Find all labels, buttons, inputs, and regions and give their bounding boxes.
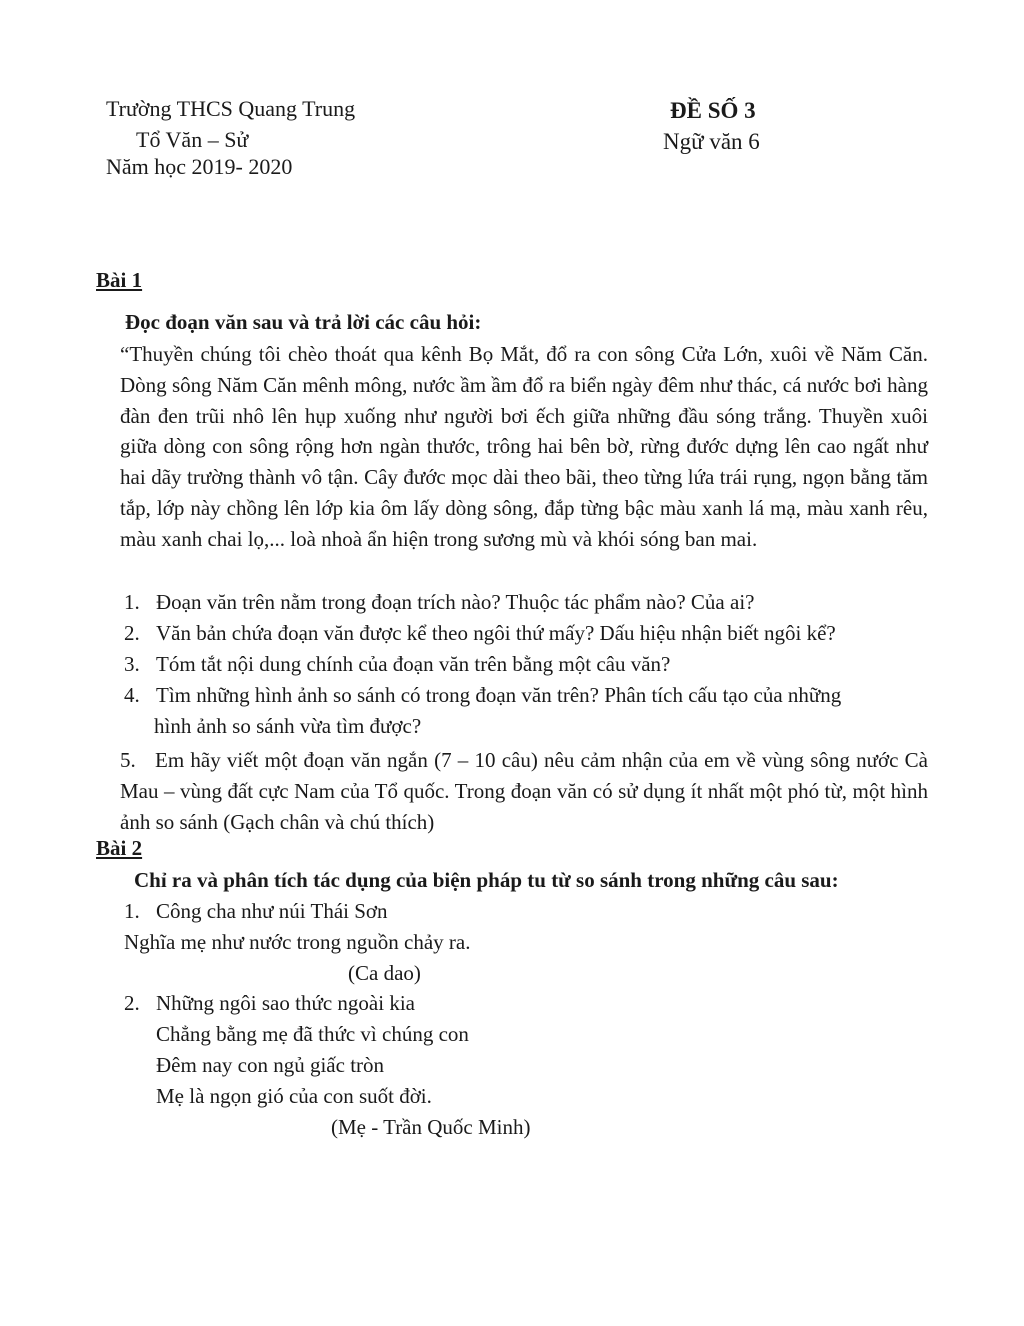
question-number: 3. — [124, 652, 140, 676]
question-3 — [124, 652, 670, 677]
exam-title: ĐỀ SỐ 3 — [670, 98, 756, 123]
bai2-instruction: Chỉ ra và phân tích tác dụng của biện pháp tu từ so sánh trong những câu sau: — [134, 868, 839, 892]
poem-line: Công cha như núi Thái Sơn — [156, 899, 388, 923]
question-text: Văn bản chứa đoạn văn được kể theo ngôi thứ mấy? Dấu hiệu nhận biết ngôi kể? — [156, 621, 836, 645]
poem-2-line-4: Mẹ là ngọn gió của con suốt đời. — [156, 1084, 432, 1108]
school-name: Trường THCS Quang Trung — [106, 96, 356, 121]
question-text: Tóm tắt nội dung chính của đoạn văn trên bằng một câu văn? — [156, 652, 671, 676]
question-2 — [124, 621, 836, 646]
poem-1-line-1 — [124, 899, 388, 924]
bai2-title: Bài 2 — [96, 836, 143, 860]
question-number: 2. — [124, 621, 140, 645]
poem-2-line-1 — [124, 991, 415, 1016]
question-text: Đoạn văn trên nằm trong đoạn trích nào? Thuộc tác phẩm nào? Của ai? — [156, 590, 755, 614]
question-text: Em hãy viết một đoạn văn ngắn (7 – 10 câu) nêu cảm nhận của em về vùng sông nước Cà Mau – vùng đất cực Nam của Tổ quốc. Trong đoạn văn có sử dụng ít nhất một phó từ, một hình ảnh so sánh (Gạch chân và chú thích) — [120, 748, 928, 834]
question-4-continued: hình ảnh so sánh vừa tìm được? — [154, 714, 422, 738]
item-number: 2. — [124, 991, 140, 1015]
school-year: Năm học 2019- 2020 — [106, 154, 293, 179]
poem-line: Những ngôi sao thức ngoài kia — [156, 991, 415, 1015]
question-5 — [120, 745, 928, 837]
poem-2-line-2: Chẳng bằng mẹ đã thức vì chúng con — [156, 1022, 469, 1046]
question-number: 5. — [120, 748, 136, 772]
poem-2-line-3: Đêm nay con ngủ giấc tròn — [156, 1053, 385, 1077]
question-number: 4. — [124, 683, 140, 707]
poem-1-source: (Ca dao) — [348, 961, 421, 985]
subject: Ngữ văn 6 — [663, 129, 760, 154]
poem-2-source: (Mẹ - Trần Quốc Minh) — [331, 1115, 531, 1139]
bai1-instruction: Đọc đoạn văn sau và trả lời các câu hỏi: — [125, 310, 482, 334]
bai1-passage: “Thuyền chúng tôi chèo thoát qua kênh Bọ Mắt, đổ ra con sông Cửa Lớn, xuôi về Năm Căn. Dòng sông Năm Căn mênh mông, nước ầm ầm đổ ra biển ngày đêm như thác, cá nước bơi hàng đàn đen trũi nhô lên hụp xuống như người bơi ếch giữa những đầu sóng trắng. Thuyền xuôi giữa dòng con sông rộng hơn ngàn thước, trông hai bên bờ, rừng đước dựng lên cao ngất như hai dãy trường thành vô tận. Cây đước mọc dài theo bãi, theo từng lứa trái rụng, ngọn bằng tăm tắp, lớp này chồng lên lớp kia ôm lấy dòng sông, đắp từng bậc màu xanh lá mạ, màu xanh rêu, màu xanh chai lọ,... loà nhoà ẩn hiện trong sương mù và khói sóng ban mai. — [120, 342, 928, 551]
question-text: Tìm những hình ảnh so sánh có trong đoạn văn trên? Phân tích cấu tạo của những — [156, 683, 842, 707]
question-number: 1. — [124, 590, 140, 614]
poem-1-line-2: Nghĩa mẹ như nước trong nguồn chảy ra. — [124, 930, 471, 954]
question-1 — [124, 590, 754, 615]
question-4 — [124, 683, 841, 708]
department-name: Tổ Văn – Sử — [136, 127, 249, 152]
bai1-title: Bài 1 — [96, 268, 143, 292]
item-number: 1. — [124, 899, 140, 923]
